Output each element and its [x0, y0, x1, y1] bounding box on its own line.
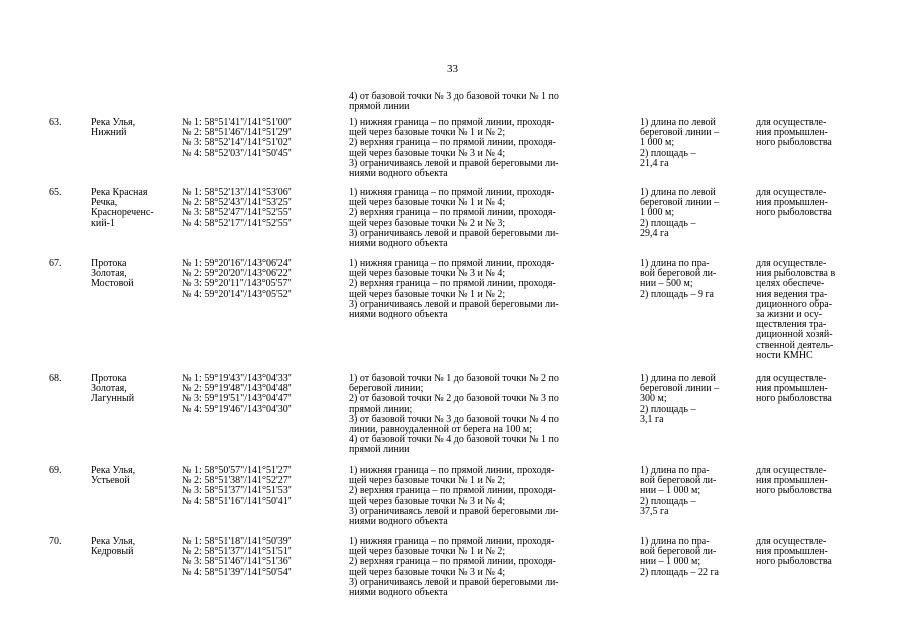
text-line: 3) ограничиваясь левой и правой береговыми ли- — [349, 505, 559, 517]
text-line: 2) верхняя граница – по прямой линии, проходя- — [349, 485, 556, 497]
text-line: щей через базовые точки № 3 и № 4; — [349, 566, 506, 578]
text-line: диционной хозяй- — [756, 329, 833, 341]
text-line: 3) ограничиваясь левой и правой береговыми ли- — [349, 298, 559, 310]
text-line: вой береговой ли- — [640, 475, 717, 487]
text-line: 3) ограничиваясь левой и правой береговыми ли- — [349, 157, 559, 169]
text-line: № 4: 59°19'46"/143°04'30" — [182, 403, 292, 415]
text-line: № 4: 58°52'17"/141°52'55" — [182, 217, 292, 229]
text-line: Протока — [91, 258, 127, 269]
text-line: ного рыболовства — [756, 137, 832, 149]
purpose-cell — [756, 188, 866, 219]
text-line: № 1: 59°19'43"/143°04'33" — [182, 373, 292, 384]
text-line: ниями водного объекта — [349, 168, 448, 180]
purpose-cell — [756, 374, 866, 405]
text-line: ного рыболовства — [756, 556, 832, 568]
text-line: линии, равноудаленной от берега на 100 м; — [349, 424, 533, 436]
text-line: 2) площадь – — [640, 495, 696, 507]
text-line: 1) длина по левой — [640, 117, 716, 128]
text-line: ственной деятель- — [756, 339, 834, 351]
text-line: 2) площадь – — [640, 217, 696, 229]
boundary-description-cell — [349, 188, 631, 249]
text-line: Кедровый — [91, 546, 134, 558]
water-body-name-cell — [91, 188, 177, 229]
text-line: 1) длина по пра- — [640, 536, 710, 547]
text-line: № 4: 58°52'03"/141°50'45" — [182, 147, 292, 159]
base-points-cell — [182, 118, 346, 159]
row-number-cell: 63. — [49, 117, 62, 128]
text-line: ния промышлен- — [756, 197, 828, 209]
text-line: ного рыболовства — [756, 393, 832, 405]
purpose-cell — [756, 118, 866, 149]
water-body-name-cell — [91, 118, 177, 138]
text-line: ществления тра- — [756, 319, 827, 331]
text-line: 21,4 га — [640, 157, 669, 169]
text-line: № 2: 58°51'38"/141°52'27" — [182, 475, 292, 487]
text-line: Золотая, — [91, 383, 127, 395]
text-line: ного рыболовства — [756, 207, 832, 219]
text-line: ниями водного объекта — [349, 238, 448, 250]
text-line: № 3: 58°51'46"/141°51'36" — [182, 556, 292, 568]
text-line: щей через базовые точки № 1 и № 2; — [349, 288, 506, 300]
water-body-name-cell — [91, 466, 177, 486]
purpose-cell — [756, 537, 866, 568]
text-line: 1) нижняя граница – по прямой линии, проходя- — [349, 465, 555, 476]
purpose-cell — [756, 259, 866, 361]
text-line: 1) нижняя граница – по прямой линии, проходя- — [349, 187, 555, 198]
area-size-cell — [640, 118, 750, 169]
text-line: 1) длина по пра- — [640, 465, 710, 476]
text-line: 1) длина по левой — [640, 187, 716, 198]
text-line: для осуществле- — [756, 187, 827, 198]
text-line: 1) нижняя граница – по прямой линии, проходя- — [349, 258, 555, 269]
text-line: 2) верхняя граница – по прямой линии, проходя- — [349, 556, 556, 568]
text-line: 300 м; — [640, 393, 667, 405]
text-line: Краснореченс- — [91, 207, 154, 219]
text-line: для осуществле- — [756, 117, 827, 128]
text-line: прямой линии — [349, 444, 410, 456]
base-points-cell — [182, 537, 346, 578]
text-line: щей через базовые точки № 3 и № 4; — [349, 268, 506, 280]
text-line: Нижний — [91, 127, 127, 139]
text-line: нии – 1 000 м; — [640, 485, 701, 497]
text-line: № 2: 58°51'46"/141°51'29" — [182, 127, 292, 139]
text-line: 1) длина по пра- — [640, 258, 710, 269]
text-line: № 1: 59°20'16"/143°06'24" — [182, 258, 292, 269]
text-line: № 1: 58°52'13"/141°53'06" — [182, 187, 292, 198]
text-line: для осуществле- — [756, 258, 827, 269]
text-line: вой береговой ли- — [640, 546, 717, 558]
text-line: 4) от базовой точки № 4 до базовой точки № 1 по — [349, 434, 559, 446]
boundary-description-cell — [349, 537, 631, 598]
text-line: № 3: 58°52'14"/141°51'02" — [182, 137, 292, 149]
base-points-cell — [182, 374, 346, 415]
text-line: № 3: 59°20'11"/143°05'57" — [182, 278, 292, 290]
text-line: Река Красная — [91, 187, 148, 198]
text-line: ния ведения тра- — [756, 288, 828, 300]
text-line: 2) верхняя граница – по прямой линии, проходя- — [349, 278, 556, 290]
text-line: прямой линии — [349, 101, 410, 113]
text-line: Устьевой — [91, 475, 130, 487]
text-line: 2) площадь – — [640, 403, 696, 415]
row-number-cell: 68. — [49, 373, 62, 384]
boundary-description-cell — [349, 118, 631, 179]
text-line: № 1: 58°51'18"/141°50'39" — [182, 536, 292, 547]
text-line: № 4: 58°51'16"/141°50'41" — [182, 495, 292, 507]
text-line: 2) площадь – 9 га — [640, 288, 714, 300]
text-line: 1 000 м; — [640, 137, 675, 149]
row-number-cell: 70. — [49, 536, 62, 547]
text-line: 1 000 м; — [640, 207, 675, 219]
text-line: щей через базовые точки № 3 и № 4; — [349, 495, 506, 507]
area-size-cell — [640, 259, 750, 300]
text-line: ности КМНС — [756, 349, 813, 361]
text-line: щей через базовые точки № 1 и № 2; — [349, 546, 506, 558]
water-body-name-cell — [91, 259, 177, 290]
text-line: для осуществле- — [756, 465, 827, 476]
text-line: нии – 500 м; — [640, 278, 693, 290]
text-line: № 2: 58°51'37"/141°51'51" — [182, 546, 292, 558]
text-line: береговой линии – — [640, 383, 720, 395]
text-line: ния промышлен- — [756, 546, 828, 558]
boundary-description-cell — [349, 374, 631, 456]
text-line: 2) площадь – 22 га — [640, 566, 719, 578]
base-points-cell — [182, 259, 346, 300]
text-line: № 2: 59°20'20"/143°06'22" — [182, 268, 292, 280]
text-line: щей через базовые точки № 1 и № 2; — [349, 475, 506, 487]
text-line: кий-1 — [91, 217, 115, 229]
text-line: прямой линии; — [349, 403, 413, 415]
text-line: № 4: 59°20'14"/143°05'52" — [182, 288, 292, 300]
water-body-name-cell — [91, 374, 177, 405]
page-number: 33 — [447, 63, 458, 75]
text-line: береговой линии – — [640, 197, 720, 209]
text-line: № 1: 58°50'57"/141°51'27" — [182, 465, 292, 476]
text-line: щей через базовые точки № 1 и № 2; — [349, 127, 506, 139]
area-size-cell — [640, 374, 750, 425]
text-line: 3) от базовой точки № 3 до базовой точки № 4 по — [349, 413, 559, 425]
text-line: № 2: 58°52'43"/141°53'25" — [182, 197, 292, 209]
area-size-cell — [640, 466, 750, 517]
text-line: для осуществле- — [756, 536, 827, 547]
text-line: за жизни и осу- — [756, 309, 823, 321]
text-line: 2) верхняя граница – по прямой линии, проходя- — [349, 137, 556, 149]
continuation-text — [349, 92, 631, 112]
text-line: № 2: 59°19'48"/143°04'48" — [182, 383, 292, 395]
text-line: щей через базовые точки № 3 и № 4; — [349, 147, 506, 159]
text-line: 1) нижняя граница – по прямой линии, проходя- — [349, 536, 555, 547]
text-line: целях обеспече- — [756, 278, 825, 290]
text-line: ния рыболовства в — [756, 268, 836, 280]
text-line: Золотая, — [91, 268, 127, 280]
text-line: береговой линии – — [640, 127, 720, 139]
base-points-cell — [182, 188, 346, 229]
text-line: Река Улья, — [91, 465, 136, 476]
text-line: Лагунный — [91, 393, 135, 405]
text-line: 29,4 га — [640, 227, 669, 239]
text-line: 3,1 га — [640, 413, 664, 425]
text-line: 3) ограничиваясь левой и правой береговыми ли- — [349, 227, 559, 239]
text-line: № 1: 58°51'41"/141°51'00" — [182, 117, 292, 128]
text-line: Протока — [91, 373, 127, 384]
text-line: ниями водного объекта — [349, 516, 448, 528]
area-size-cell — [640, 188, 750, 239]
text-line: щей через базовые точки № 2 и № 3; — [349, 217, 506, 229]
text-line: вой береговой ли- — [640, 268, 717, 280]
text-line: ния промышлен- — [756, 383, 828, 395]
row-number-cell: 65. — [49, 187, 62, 198]
base-points-cell — [182, 466, 346, 507]
text-line: щей через базовые точки № 1 и № 4; — [349, 197, 506, 209]
text-line: 1) длина по левой — [640, 373, 716, 384]
text-line: 3) ограничиваясь левой и правой береговыми ли- — [349, 576, 559, 588]
text-line: № 4: 58°51'39"/141°50'54" — [182, 566, 292, 578]
text-line: ниями водного объекта — [349, 587, 448, 599]
text-line: 2) верхняя граница – по прямой линии, проходя- — [349, 207, 556, 219]
area-size-cell — [640, 537, 750, 578]
text-line: Река Улья, — [91, 536, 136, 547]
text-line: нии – 1 000 м; — [640, 556, 701, 568]
text-line: береговой линии; — [349, 383, 424, 395]
boundary-description-cell — [349, 259, 631, 320]
text-line: 2) площадь – — [640, 147, 696, 159]
purpose-cell — [756, 466, 866, 497]
text-line: ния промышлен- — [756, 475, 828, 487]
text-line: Речка, — [91, 197, 118, 209]
water-body-name-cell — [91, 537, 177, 557]
text-line: 4) от базовой точки № 3 до базовой точки № 1 по — [349, 91, 559, 102]
text-line: ния промышлен- — [756, 127, 828, 139]
text-line: ного рыболовства — [756, 485, 832, 497]
boundary-description-cell — [349, 466, 631, 527]
text-line: для осуществле- — [756, 373, 827, 384]
text-line: № 3: 58°51'37"/141°51'53" — [182, 485, 292, 497]
row-number-cell: 69. — [49, 465, 62, 476]
text-line: Река Улья, — [91, 117, 136, 128]
text-line: диционного обра- — [756, 298, 833, 310]
text-line: № 3: 59°19'51"/143°04'47" — [182, 393, 292, 405]
text-line: Мостовой — [91, 278, 134, 290]
row-number-cell: 67. — [49, 258, 62, 269]
text-line: 1) от базовой точки № 1 до базовой точки № 2 по — [349, 373, 559, 384]
text-line: 37,5 га — [640, 505, 669, 517]
text-line: № 3: 58°52'47"/141°52'55" — [182, 207, 292, 219]
text-line: ниями водного объекта — [349, 309, 448, 321]
text-line: 1) нижняя граница – по прямой линии, проходя- — [349, 117, 555, 128]
text-line: 2) от базовой точки № 2 до базовой точки № 3 по — [349, 393, 559, 405]
